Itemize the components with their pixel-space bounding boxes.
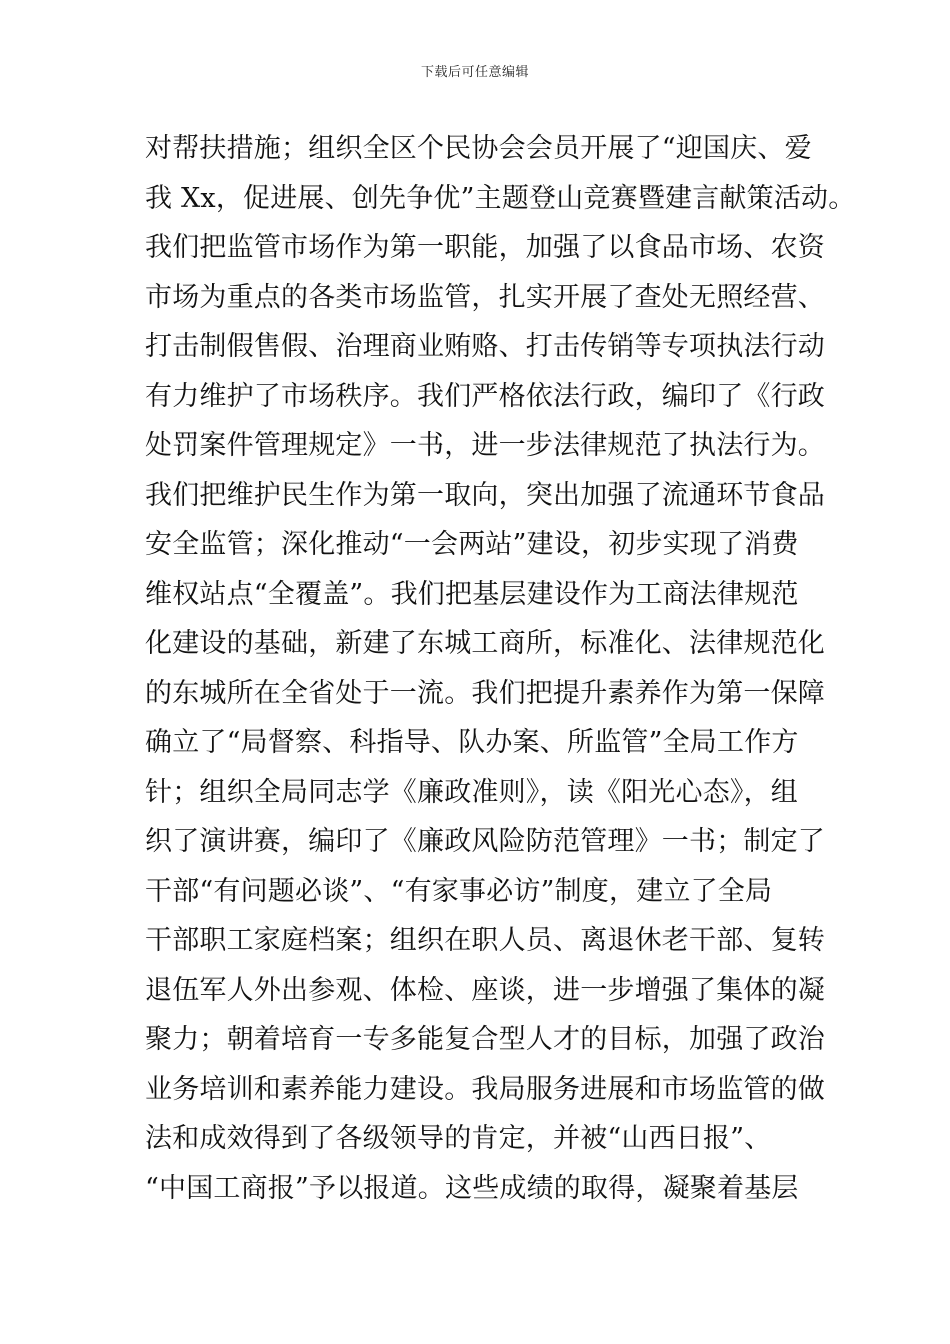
- body-line: 聚力；朝着培育一专多能复合型人才的目标，加强了政治: [145, 1024, 825, 1055]
- body-line: 织了演讲赛，编印了《廉政风险防范管理》一书；制定了: [145, 826, 825, 857]
- body-line: 对帮扶措施；组织全区个民协会会员开展了“迎国庆、爱: [145, 133, 812, 164]
- body-line: 安全监管；深化推动“一会两站”建设，初步实现了消费: [145, 529, 799, 560]
- body-line: 确立了“局督察、科指导、队办案、所监管”全局工作方: [145, 727, 799, 758]
- body-line: 处罚案件管理规定》一书，进一步法律规范了执法行为。: [145, 430, 825, 461]
- body-line: 干部“有问题必谈”、“有家事必访”制度，建立了全局: [145, 875, 773, 907]
- body-line: 化建设的基础，新建了东城工商所，标准化、法律规范化: [145, 628, 825, 659]
- body-line: 市场为重点的各类市场监管，扎实开展了查处无照经营、: [145, 281, 825, 313]
- body-line: 针；组织全局同志学《廉政准则》，读《阳光心态》，组: [145, 776, 798, 808]
- body-line: 业务培训和素养能力建设。我局服务进展和市场监管的做: [145, 1073, 825, 1105]
- body-line: 法和成效得到了各级领导的肯定，并被“山西日报”、: [145, 1123, 772, 1154]
- body-line: 退伍军人外出参观、体检、座谈，进一步增强了集体的凝: [145, 974, 825, 1006]
- body-line: “中国工商报”予以报道。这些成绩的取得，凝聚着基层: [145, 1172, 799, 1204]
- body-line: 干部职工家庭档案；组织在职人员、离退休老干部、复转: [145, 925, 825, 956]
- body-line: 我们把监管市场作为第一职能，加强了以食品市场、农资: [145, 232, 825, 263]
- page-header: 下载后可任意编辑: [420, 65, 529, 80]
- body-line: 有力维护了市场秩序。我们严格依法行政，编印了《行政: [145, 380, 825, 412]
- body-line: 的东城所在全省处于一流。我们把提升素养作为第一保障: [145, 677, 825, 709]
- body-line: 维权站点“全覆盖”。我们把基层建设作为工商法律规范: [145, 578, 799, 610]
- body-line: 打击制假售假、治理商业贿赂、打击传销等专项执法行动: [145, 331, 825, 362]
- document-body: [145, 124, 856, 1213]
- body-line: 我们把维护民生作为第一取向，突出加强了流通环节食品: [145, 479, 825, 511]
- body-line: 我 Xx，促进展、创先争优”主题登山竞赛暨建言献策活动。: [145, 182, 856, 214]
